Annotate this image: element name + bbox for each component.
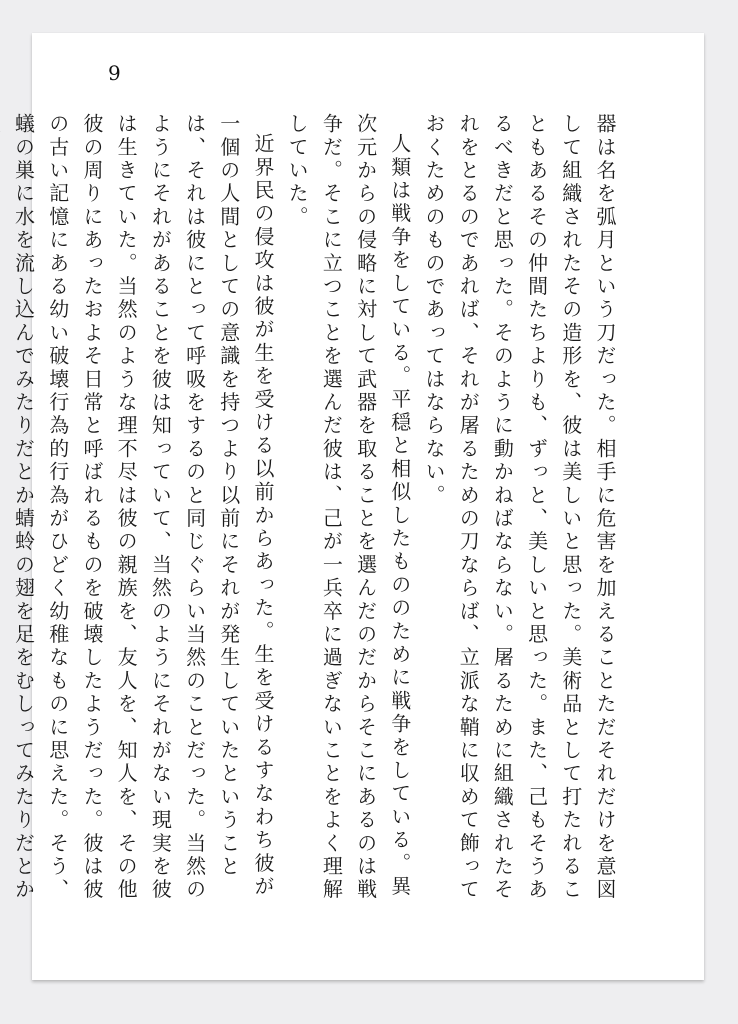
book-page [11, 33, 704, 980]
paragraph-3: 近界民の侵攻は彼が生を受ける以前からあった。生を受けるすなわち彼が一個の人間としての意識を持つより以前にそれが発生していたということは、それは彼にとって呼吸をするのと同じぐらい当然のことだった。当然のようにそれがあることを彼は知っていて、当然のようにそれがない現実を彼は生きていた。当然のような理不尽は彼の親族を、友人を、知人を、その他彼の周りにあったおよそ日常と呼ばれるものを破壊したようだった。彼は彼の古い記憶にある幼い破壊行為的行為がひどく幼稚なものに思えた。そう、蟻の巣に水を流し込んでみたりだとか蜻蛉の翅を足をむしってみたりだとか [11, 113, 275, 902]
paragraph-2: 人類は戦争をしている。平穏と相似したもののために戦争をしている。異次元からの侵略に対して武器を取ることを選んだのだからそこにあるのは戦争だ。そこに立つことを選んだ彼は、己が一兵卒に過ぎないことをよく理解していた。 [285, 113, 412, 902]
vertical-body-text [11, 113, 622, 913]
paragraph-1: 器は名を弧月という刀だった。相手に危害を加えることただそれだけを意図して組織されたその造形を、彼は美しいと思った。美術品として打たれることもあるその仲間たちよりも、ずっと、美しいと思った。また、己もそうあるべきだと思った。そのように動かねばならない。屠るために組織されたそれをとるのであれば、それが屠るための刀ならば、立派な鞘に収めて飾っておくためのものであってはならない。 [421, 113, 617, 902]
page-number: 9 [108, 61, 121, 85]
